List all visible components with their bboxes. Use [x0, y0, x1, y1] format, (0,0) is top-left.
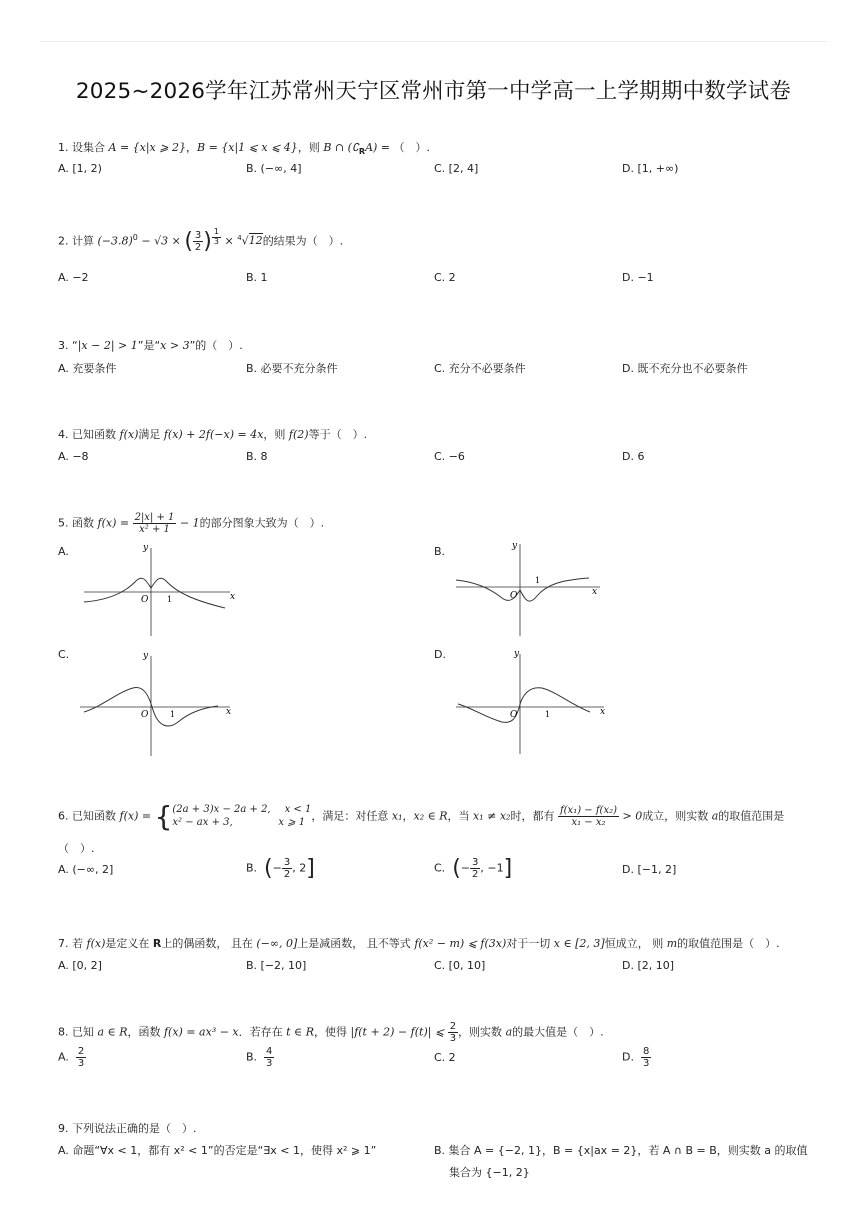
question-8-stem: [58, 1021, 604, 1044]
graph-a-y-label: y: [143, 543, 149, 553]
graph-a-origin: O: [141, 595, 149, 605]
graph-c-tick-one: 1: [170, 710, 176, 719]
q6-stem-e: ，: [402, 809, 414, 823]
q5-option-a-label[interactable]: A.: [58, 545, 69, 558]
q8-option-c[interactable]: C. 2: [434, 1051, 456, 1064]
q5-fx: f(x) =: [97, 516, 133, 530]
q5-graph-c[interactable]: [78, 648, 243, 758]
question-3-stem: [58, 337, 243, 353]
q8-stem-g: ，使得: [313, 1025, 351, 1039]
graph-b-y-label: y: [512, 541, 518, 551]
q8-option-a[interactable]: [58, 1046, 86, 1069]
q6-case1-expr: (2a + 3)x − 2a + 2,: [172, 804, 271, 815]
q7-option-d[interactable]: D. [2, 10]: [622, 959, 675, 972]
q5-minus-one: − 1: [176, 516, 200, 530]
q1-option-a[interactable]: A. [1, 2): [58, 162, 102, 175]
q6-optc-num: 3: [472, 857, 479, 868]
q2-option-b[interactable]: B. 1: [246, 271, 268, 284]
q2-left-paren: (: [184, 228, 193, 254]
q1-option-c[interactable]: C. [2, 4]: [434, 162, 479, 175]
q6-stem-g: ，当: [447, 809, 474, 823]
q4-option-d[interactable]: D. 6: [622, 450, 645, 463]
graph-d-curve: [458, 688, 590, 723]
q8-frac-num: 2: [449, 1021, 457, 1032]
q8-stem-c: ，函数: [127, 1025, 164, 1039]
q4-option-b[interactable]: B. 8: [246, 450, 268, 463]
q5-fraction: [133, 512, 177, 535]
q5-graph-d[interactable]: [452, 646, 617, 756]
q9-option-b-line2[interactable]: 集合为 {−1, 2}: [449, 1166, 530, 1179]
q6-optb-den: 2: [283, 869, 291, 880]
q5-graph-a[interactable]: [80, 540, 240, 640]
q6-stem-c: ，满足：对任意: [311, 809, 392, 823]
q6-option-c-label: C.: [434, 861, 446, 875]
q8-optb-fraction: [264, 1046, 274, 1069]
graph-d-tick-one: 1: [545, 710, 551, 719]
q1-option-b[interactable]: B. (−∞, 4]: [246, 162, 302, 175]
q1-option-d[interactable]: D. [1, +∞): [622, 162, 679, 175]
q6-frac-den: x₁ − x₂: [571, 817, 606, 828]
q8-abs-expr: |f(t + 2) − f(t)| ⩽: [350, 1025, 448, 1039]
q4-f2: f(2): [288, 428, 309, 441]
q8-option-d[interactable]: [622, 1046, 651, 1069]
q2-fraction: [193, 230, 203, 253]
q2-sup-zero: 0: [132, 232, 138, 242]
graph-b-tick-one: 1: [535, 576, 541, 585]
q3-cond-2: x > 3: [160, 339, 190, 352]
q7-stem-k: 恒成立， 则: [604, 937, 667, 950]
question-2-stem: [58, 228, 343, 254]
graph-a-curve: [84, 578, 225, 608]
q9-option-a[interactable]: A. 命题“∀x < 1，都有 x² < 1”的否定是“∃x < 1，使得 x² ⩾ 1”: [58, 1144, 377, 1157]
q5-option-c-label[interactable]: C.: [58, 648, 70, 661]
q6-option-c[interactable]: C. (− $\frac{3}{2}$ , −1]: [434, 856, 513, 881]
q4-stem-g: 等于（ ）.: [308, 428, 368, 441]
q2-frac-den: 2: [194, 241, 202, 253]
q6-optb-rbracket: ]: [306, 856, 315, 881]
q5-stem-d: 的部分图象大致为（ ）.: [199, 516, 325, 530]
q7-stem-m: 的取值范围是（ ）.: [677, 937, 780, 950]
q7-fx: f(x): [86, 937, 106, 950]
q7-m: m: [666, 937, 678, 950]
q7-stem-e: 上的偶函数， 且在: [161, 937, 257, 950]
page-title: 2025~2026学年江苏常州天宁区常州市第一中学高一上学期期中数学试卷: [75, 79, 792, 104]
q2-root-index: 4: [237, 233, 242, 242]
top-divider: [40, 41, 827, 42]
q6-optb-lparen: (: [264, 856, 273, 881]
q8-stem-a: 8. 已知: [58, 1025, 98, 1039]
q3-stem-e: ”的（ ）.: [189, 339, 243, 352]
q7-inequality: f(x² − m) ⩽ f(3x): [414, 937, 507, 950]
q2-frac-num: 3: [194, 229, 202, 241]
q8-a-in-r: a ∈ R: [97, 1025, 128, 1039]
q3-option-a[interactable]: A. 充要条件: [58, 362, 117, 375]
q6-optc-tail: , −1: [480, 861, 504, 875]
q5-frac-num: 2|x| + 1: [134, 512, 175, 523]
q6-a: a: [711, 809, 719, 823]
graph-d-x-label: x: [600, 707, 606, 717]
q8-optd-num: 8: [642, 1046, 650, 1057]
q8-option-d-label: D.: [622, 1050, 634, 1064]
q4-stem-a: 4. 已知函数: [58, 428, 120, 441]
q7-stem-i: 对于一切: [506, 937, 554, 950]
q6-stem-i: 时，都有: [510, 809, 558, 823]
q1-set-b: B = {x|1 ⩽ x ⩽ 4}: [196, 141, 298, 154]
q6-fraction: [558, 805, 619, 828]
q6-optc-fraction: [470, 857, 480, 880]
q8-a: a: [505, 1025, 513, 1039]
q6-x1-ne-x2: x₁ ≠ x₂: [473, 809, 511, 823]
q5-graph-b[interactable]: [452, 538, 612, 638]
q8-t-in-r: t ∈ R: [286, 1025, 314, 1039]
q3-option-d[interactable]: D. 既不充分也不必要条件: [622, 362, 748, 375]
q6-cases: [172, 804, 311, 829]
q6-optc-lparen: (: [452, 856, 461, 881]
question-5-stem: [58, 512, 324, 535]
q7-option-b[interactable]: B. [−2, 10]: [246, 959, 307, 972]
q8-option-b-label: B.: [246, 1050, 258, 1064]
question-1-stem: [58, 139, 430, 156]
q6-gt-zero: > 0: [619, 809, 643, 823]
q6-option-b[interactable]: B. (− $\frac{3}{2}$ , 2]: [246, 856, 315, 881]
graph-c-x-label: x: [226, 707, 232, 717]
q6-fx: f(x) =: [119, 809, 155, 823]
q8-opta-fraction: [76, 1046, 86, 1069]
q6-case2-expr: x² − ax + 3,: [172, 816, 233, 828]
q8-option-b[interactable]: [246, 1046, 274, 1069]
question-9-stem: 9. 下列说法正确的是（ ）.: [58, 1122, 197, 1135]
q8-fx: f(x) = ax³ − x: [163, 1025, 239, 1039]
q5-frac-den: x² + 1: [139, 524, 170, 535]
q6-stem-k: 成立，则实数: [642, 809, 712, 823]
q7-option-a[interactable]: A. [0, 2]: [58, 959, 102, 972]
q8-optd-fraction: [641, 1046, 651, 1069]
q4-stem-e: ，则: [263, 428, 289, 441]
q4-fx: f(x): [119, 428, 139, 441]
q2-stem-e: 的结果为（ ）.: [262, 234, 344, 248]
q3-stem-c: ”是“: [137, 339, 161, 352]
q6-option-b-label: B.: [246, 861, 258, 875]
graph-a-x-label: x: [230, 592, 236, 602]
q2-option-c[interactable]: C. 2: [434, 271, 456, 284]
graph-d-origin: O: [510, 710, 518, 720]
q9-option-b[interactable]: B. 集合 A = {−2, 1}，B = {x|ax = 2}，若 A ∩ B = B，则实数 a 的取值: [434, 1144, 808, 1157]
q6-stem-m: 的取值范围是: [718, 809, 785, 823]
q5-option-b-label[interactable]: B.: [434, 545, 446, 558]
q2-exp-den: 3: [213, 236, 219, 246]
q1-stem-i: （ ）.: [393, 141, 431, 154]
q6-x1: x₁: [391, 809, 403, 823]
q2-base: (−3.8): [97, 234, 133, 248]
graph-d-y-label: y: [514, 649, 520, 659]
q6-optb-num: 3: [283, 857, 291, 868]
q6-case2-cond: x ⩾ 1: [278, 816, 306, 828]
q1-subscript-r: R: [358, 147, 366, 157]
q1-stem-a: 1. 设集合: [58, 141, 109, 154]
q7-domain: x ∈ [2, 3]: [553, 937, 605, 950]
q2-stem-a: 2. 计算: [58, 234, 98, 248]
q7-stem-c: 是定义在: [105, 937, 153, 950]
q8-stem-k: 的最大值是（ ）.: [512, 1025, 604, 1039]
q4-stem-c: 满足: [138, 428, 164, 441]
q2-times: ×: [220, 234, 238, 248]
q6-optb-tail: , 2: [292, 861, 307, 875]
q7-interval: (−∞, 0]: [256, 937, 298, 950]
q4-option-a[interactable]: A. −8: [58, 450, 89, 463]
graph-a-tick-one: 1: [167, 595, 173, 604]
q5-option-d-label[interactable]: D.: [434, 648, 446, 661]
q2-exponent: [212, 227, 221, 246]
question-7-stem: [58, 935, 780, 951]
q6-optc-den: 2: [472, 869, 479, 880]
q5-stem-a: 5. 函数: [58, 516, 98, 530]
graph-b-x-label: x: [592, 587, 598, 597]
q7-r: R: [152, 937, 162, 950]
q3-cond-1: |x − 2| > 1: [77, 339, 138, 352]
q8-opta-den: 3: [77, 1058, 85, 1069]
graph-b-curve: [456, 578, 589, 601]
q6-optb-fraction: [282, 857, 292, 880]
q6-case1-cond: x < 1: [284, 804, 312, 815]
q3-option-c[interactable]: C. 充分不必要条件: [434, 362, 526, 375]
q7-stem-g: 上是减函数， 且不等式: [297, 937, 415, 950]
graph-c-y-label: y: [143, 651, 149, 661]
q1-stem-c: ，: [185, 141, 197, 154]
q6-stem-a: 6. 已知函数: [58, 809, 120, 823]
q8-frac-den: 3: [449, 1033, 457, 1044]
question-6-stem: [58, 800, 784, 833]
q8-optb-num: 4: [266, 1046, 273, 1057]
q8-opta-num: 2: [77, 1046, 85, 1057]
q7-option-c[interactable]: C. [0, 10]: [434, 959, 486, 972]
q6-optc-rbracket: ]: [503, 856, 513, 881]
q2-root-body: 12: [248, 234, 263, 248]
q2-right-paren: ): [203, 228, 212, 254]
question-4-stem: [58, 426, 367, 442]
graph-b-origin: O: [510, 591, 518, 601]
q6-option-d[interactable]: D. [−1, 2]: [622, 863, 677, 876]
q1-stem-e: ，则: [297, 141, 324, 154]
q6-brace: {: [154, 800, 173, 833]
q6-option-a[interactable]: A. (−∞, 2]: [58, 863, 114, 876]
q6-stem-end: （ ）.: [58, 842, 95, 855]
q2-root-sign: √: [241, 234, 249, 248]
q1-expr-end: A) =: [365, 141, 394, 154]
q2-option-d[interactable]: D. −1: [622, 271, 654, 284]
q8-fraction: [448, 1021, 458, 1044]
q3-stem-a: 3. “: [58, 339, 78, 352]
q6-x2-in-r: x₂ ∈ R: [413, 809, 448, 823]
q8-optb-den: 3: [266, 1058, 273, 1069]
q8-optd-den: 3: [642, 1058, 650, 1069]
q8-stem-i: ，则实数: [458, 1025, 506, 1039]
q2-expr-mid: − √3 ×: [137, 234, 185, 248]
q8-option-a-label: A.: [58, 1050, 69, 1064]
q4-option-c[interactable]: C. −6: [434, 450, 465, 463]
q7-stem-a: 7. 若: [58, 937, 87, 950]
q2-exp-num: 1: [213, 227, 219, 236]
q8-stem-e: ．若存在: [238, 1025, 287, 1039]
q6-frac-num: f(x₁) − f(x₂): [559, 805, 617, 816]
q1-expr: B ∩ (∁: [323, 141, 359, 154]
q4-equation: f(x) + 2f(−x) = 4x: [163, 428, 264, 441]
q3-option-b[interactable]: B. 必要不充分条件: [246, 362, 338, 375]
q2-option-a[interactable]: A. −2: [58, 271, 89, 284]
q1-set-a: A = {x|x ⩾ 2}: [108, 141, 186, 154]
graph-c-origin: O: [141, 710, 149, 720]
